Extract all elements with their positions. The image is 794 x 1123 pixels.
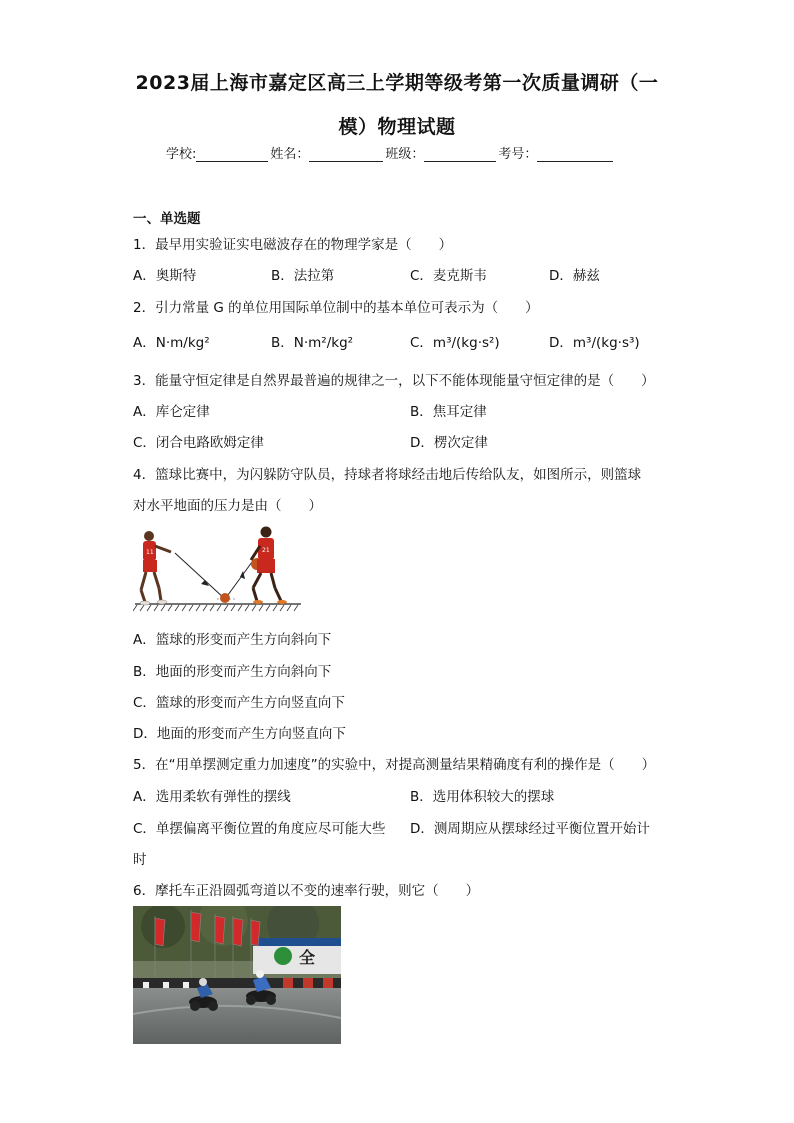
- q4-stem-line2: 对水平地面的压力是由（ ）: [133, 498, 322, 514]
- q2-option-d[interactable]: D．m³/(kg·s³): [549, 335, 640, 351]
- q5-stem: 5．在“用单摆测定重力加速度”的实验中，对提高测量结果精确度有利的操作是（ ）: [133, 757, 656, 773]
- banner-text: 全: [299, 948, 316, 967]
- basketball-bounce-pass-figure: [133, 522, 303, 614]
- q1-option-a[interactable]: A．奥斯特: [133, 268, 197, 284]
- q2-option-b[interactable]: B．N·m²/kg²: [271, 335, 354, 351]
- q2-option-a[interactable]: A．N·m/kg²: [133, 335, 210, 351]
- q5-option-b[interactable]: B．选用体积较大的摆球: [410, 789, 555, 805]
- q3-option-c[interactable]: C．闭合电路欧姆定律: [133, 435, 264, 451]
- q6-stem: 6．摩托车正沿圆弧弯道以不变的速率行驶，则它（ ）: [133, 883, 480, 899]
- q5-option-a[interactable]: A．选用柔软有弹性的摆线: [133, 789, 291, 805]
- class-blank[interactable]: [424, 147, 496, 162]
- number-blank[interactable]: [537, 147, 613, 162]
- q4-stem-line1: 4．篮球比赛中，为闪躲防守队员，持球者将球经击地后传给队友，如图所示，则篮球: [133, 467, 642, 483]
- q2-stem: 2．引力常量 G 的单位用国际单位制中的基本单位可表示为（ ）: [133, 300, 539, 316]
- q4-option-a[interactable]: A．篮球的形变而产生方向斜向下: [133, 632, 332, 648]
- q5-option-d[interactable]: D．测周期应从摆球经过平衡位置开始计: [410, 821, 650, 837]
- q4-option-b[interactable]: B．地面的形变而产生方向斜向下: [133, 664, 332, 680]
- svg-text:21: 21: [262, 547, 270, 554]
- q1-stem: 1．最早用实验证实电磁波存在的物理学家是（ ）: [133, 237, 453, 253]
- q1-option-b[interactable]: B．法拉第: [271, 268, 335, 284]
- q4-option-d[interactable]: D．地面的形变而产生方向竖直向下: [133, 726, 346, 742]
- q5-option-c[interactable]: C．单摆偏离平衡位置的角度应尽可能大些: [133, 821, 386, 837]
- school-blank[interactable]: [196, 147, 268, 162]
- exam-title-line2: 模）物理试题: [338, 116, 456, 138]
- q2-option-c[interactable]: C．m³/(kg·s²): [410, 335, 500, 351]
- section-heading: 一、单选题: [133, 211, 201, 227]
- svg-text:11: 11: [146, 549, 154, 556]
- q4-option-c[interactable]: C．篮球的形变而产生方向竖直向下: [133, 695, 345, 711]
- q5-option-d-continued: 时: [133, 852, 147, 868]
- student-info-row: [166, 143, 615, 162]
- q1-option-c[interactable]: C．麦克斯韦: [410, 268, 487, 284]
- number-label: 考号：: [498, 147, 538, 162]
- basketball-icon: [220, 593, 230, 603]
- exam-title-line1: 2023届上海市嘉定区高三上学期等级考第一次质量调研（一: [135, 72, 659, 94]
- q1-option-d[interactable]: D．赫兹: [549, 268, 600, 284]
- q3-stem: 3．能量守恒定律是自然界最普遍的规律之一，以下不能体现能量守恒定律的是（ ）: [133, 373, 655, 389]
- name-blank[interactable]: [309, 147, 383, 162]
- school-label: 学校:: [166, 147, 197, 162]
- motorcycle-race-photo: [133, 906, 341, 1044]
- name-label: 姓名：: [270, 147, 310, 162]
- class-label: 班级：: [385, 147, 425, 162]
- receiver-player: [251, 527, 287, 605]
- q3-option-d[interactable]: D．楞次定律: [410, 435, 488, 451]
- q3-option-a[interactable]: A．库仑定律: [133, 404, 210, 420]
- q3-option-b[interactable]: B．焦耳定律: [410, 404, 487, 420]
- passer-player: [140, 531, 171, 605]
